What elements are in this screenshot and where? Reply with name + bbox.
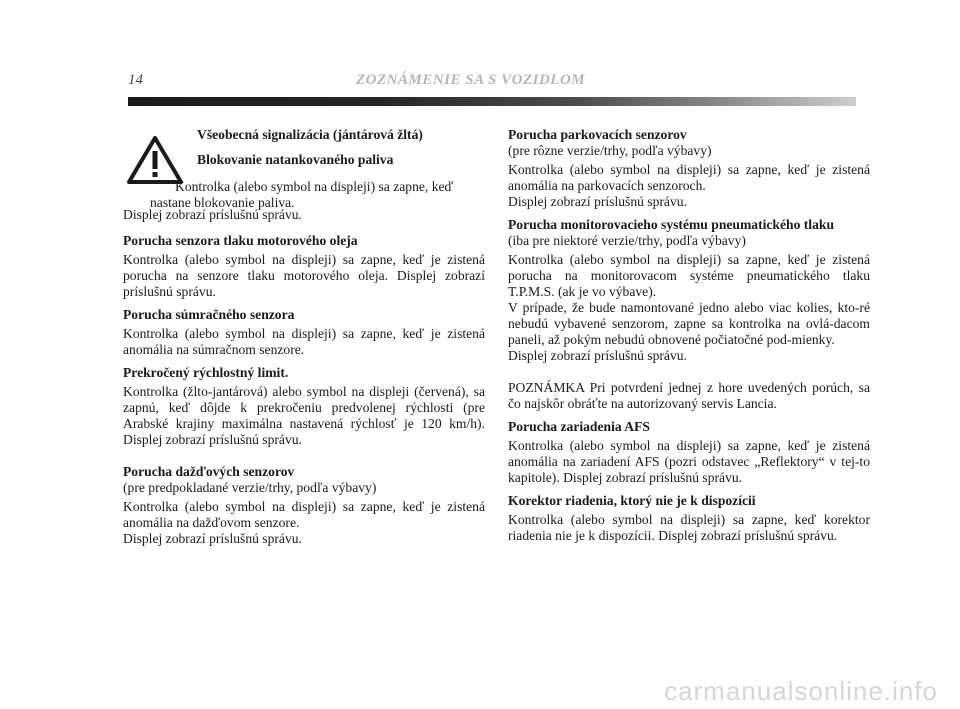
body-parking: Kontrolka (alebo symbol na displeji) sa zapne, keď je zistená anomália na parkovacích senzoroch. [508,162,870,193]
heading-rain: Porucha dažďových senzorov [123,464,295,479]
heading-oil-pressure: Porucha senzora tlaku motorového oleja [123,233,358,248]
warning-title-general: Všeobecná signalizácia (jántárová žltá) [197,127,423,142]
heading-twilight: Porucha súmračného senzora [123,307,295,322]
right-column [508,127,870,551]
running-head: ZOZNÁMENIE SA S VOZIDLOM [356,72,586,88]
body-twilight: Kontrolka (alebo symbol na displeji) sa zapne, keď je zistená anomália na súmračnom senzore. [123,326,485,357]
general-warning-block [123,127,485,210]
body-tpms-extra: V prípade, že bude namontované jedno alebo viac kolies, kto-ré nebudú vybavené senzorom, zapne sa kontrolka na ovlá-dacom paneli, až pokým nebudú obnovené počiatočné pod-mienky. [508,300,870,347]
section-tpms [508,217,870,364]
section-speed-limit [123,365,485,448]
warning-body-line-3: Displej zobrazí príslušnú správu. [123,207,302,222]
note-service: POZNÁMKA Pri potvrdení jednej z hore uvedených porúch, sa čo najskôr obráťte na autorizovaný servis Lancia. [508,380,870,411]
heading-parking: Porucha parkovacích senzorov [508,127,687,142]
section-twilight-sensor [123,307,485,358]
left-column [123,127,485,554]
page-number: 14 [128,72,143,88]
subheading-parking: (pre rôzne verzie/trhy, podľa výbavy) [508,143,712,158]
subheading-tpms: (iba pre niektoré verzie/trhy, podľa výbavy) [508,233,746,248]
body-tpms: Kontrolka (alebo symbol na displeji) sa zapne, keď je zistená porucha na monitorovacom systéme pneumatického tlaku T.P.M.S. (ak je vo výbave). [508,252,870,299]
heading-afs: Porucha zariadenia AFS [508,419,650,434]
body-afs: Kontrolka (alebo symbol na displeji) sa zapne, keď je zistená anomália na zariadení AFS (pozri odstavec „Reflektory“ v tej-to kapitole). Displej zobrazí príslušnú správu. [508,438,870,485]
tail-rain: Displej zobrazí príslušnú správu. [123,531,302,546]
warning-triangle-icon [126,135,184,185]
body-oil-pressure: Kontrolka (alebo symbol na displeji) sa zapne, keď je zistená porucha na senzore tlaku motorového oleja. Displej zobrazí príslušnú správu. [123,252,485,299]
watermark: carmanualsonline.info [664,676,938,706]
section-oil-pressure-sensor [123,233,485,300]
warning-title-fuel-block: Blokovanie natankovaného paliva [197,152,394,167]
header-rule [128,97,856,106]
body-speed-limit: Kontrolka (žlto-jantárová) alebo symbol na displeji (červená), sa zapnú, keď dôjde k prekročeniu predvolenej rýchlosti (pre Arabské krajiny maximálna nastavená rýchlosť je 120 km/h). Displej zobrazí príslušnú správu. [123,384,485,447]
section-afs [508,419,870,486]
body-rain: Kontrolka (alebo symbol na displeji) sa zapne, keď je zistená anomália na dažďovom senzore. [123,499,485,530]
section-parking-sensors [508,127,870,210]
body-corrector: Kontrolka (alebo symbol na displeji) sa zapne, keď korektor riadenia nie je k dispozícii. Displej zobrazí príslušnú správu. [508,512,870,543]
heading-corrector: Korektor riadenia, ktorý nie je k dispozícii [508,493,756,508]
subheading-rain: (pre predpokladané verzie/trhy, podľa výbavy) [123,480,377,495]
heading-tpms: Porucha monitorovacieho systému pneumatického tlaku [508,217,835,232]
heading-speed-limit: Prekročený rýchlostný limit. [123,365,289,380]
tail-tpms: Displej zobrazí príslušnú správu. [508,348,687,363]
warning-body-line-1: Kontrolka (alebo symbol na displeji) sa zapne, keď [175,179,454,194]
tail-parking: Displej zobrazí príslušnú správu. [508,194,687,209]
section-steering-corrector [508,493,870,544]
warning-body-line-2: nastane blokovanie paliva. [150,195,295,210]
section-rain-sensor [123,464,485,547]
